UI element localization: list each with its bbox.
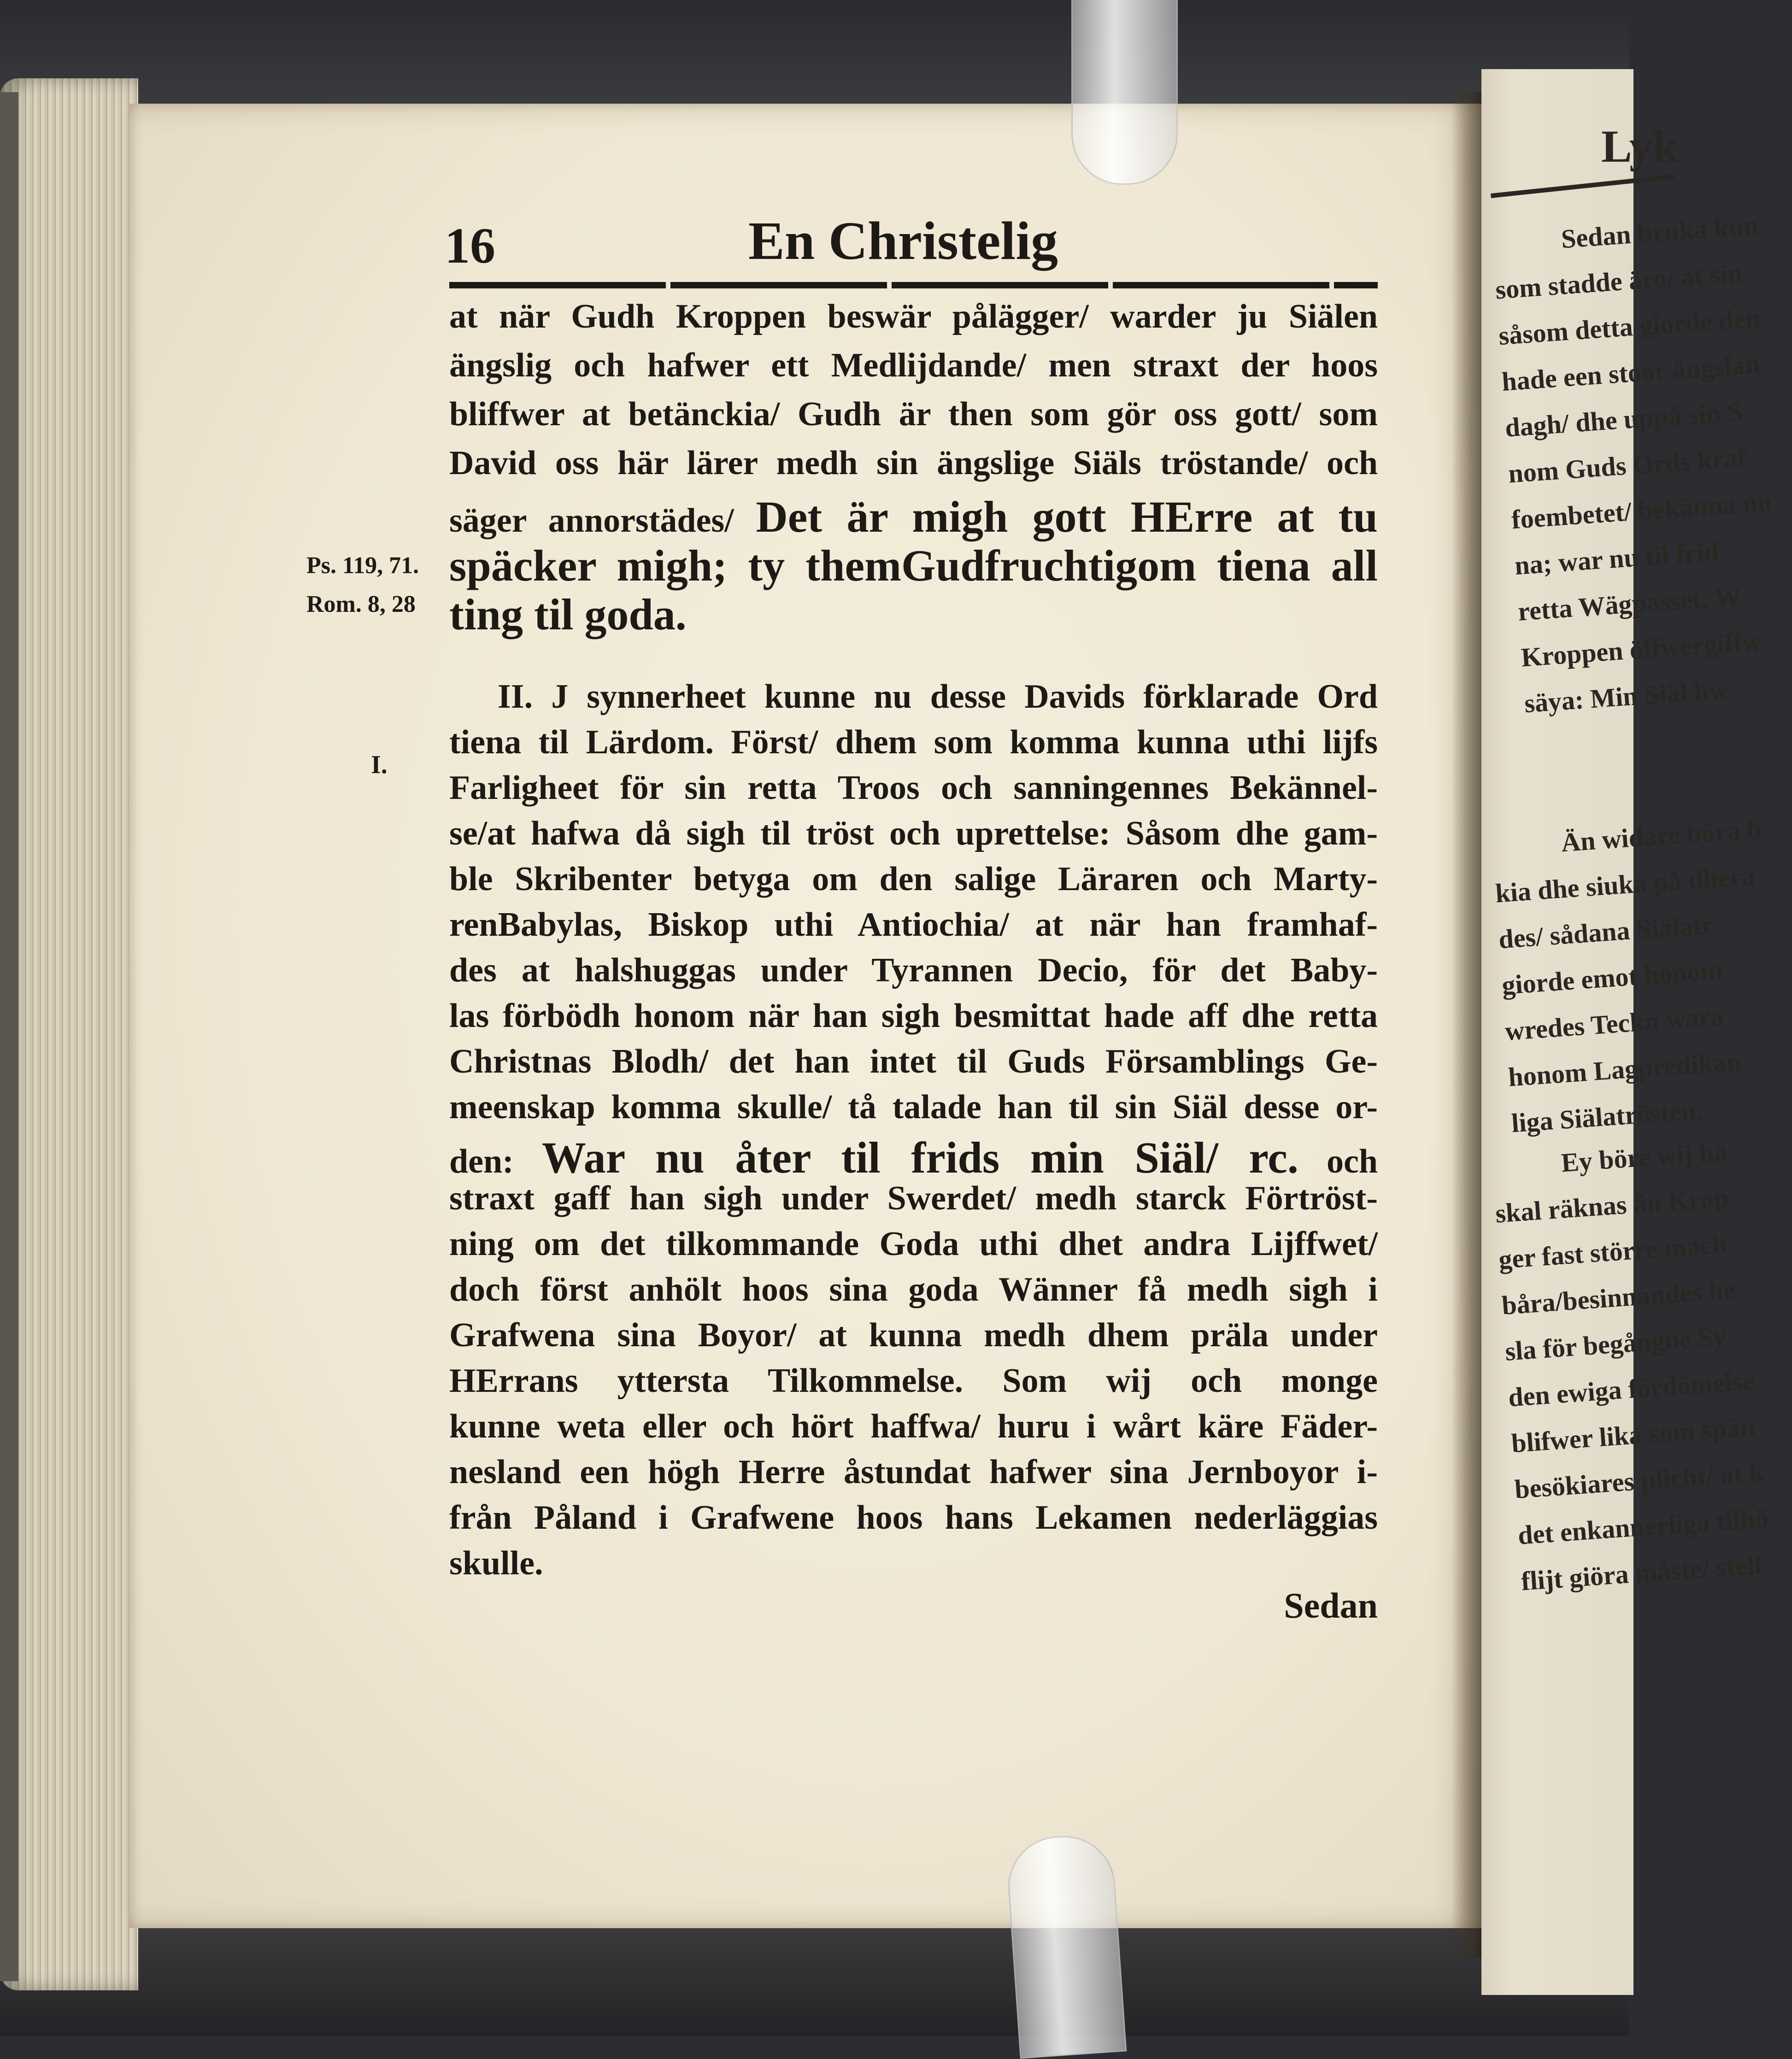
text-segment: des at halshuggas under Tyrannen Decio, för det Baby- bbox=[449, 951, 1378, 989]
facing-text-line: flijt giöra måste/ stell bbox=[1520, 1549, 1763, 1596]
text-line bbox=[449, 1409, 1378, 1443]
text-segment: Farligheet för sin retta Troos och sanningennes Bekännel- bbox=[449, 769, 1378, 807]
text-segment: at när Gudh Kroppen beswär pålägger/ warder ju Siälen bbox=[449, 298, 1378, 335]
facing-text-line: dagh/ dhe uppå sin S bbox=[1504, 396, 1744, 443]
facing-text-block bbox=[1491, 203, 1792, 727]
facing-text-line: nom Guds Ords kraf bbox=[1507, 442, 1747, 489]
catchword: Sedan bbox=[1284, 1585, 1378, 1625]
text-line bbox=[449, 816, 1378, 851]
text-line bbox=[449, 446, 1378, 480]
facing-text-line: na; war nu til frid bbox=[1514, 536, 1720, 581]
facing-page bbox=[1481, 69, 1774, 1995]
text-segment: ängslig och hafwer ett Medlijdande/ men straxt der hoos bbox=[449, 346, 1378, 384]
facing-text-line: hade een stoor ängslan bbox=[1501, 349, 1761, 397]
text-line bbox=[449, 1318, 1378, 1352]
facing-text-line: foembetet/ bekänna nu bbox=[1510, 486, 1774, 535]
facing-text-line: båra/besinnandes he bbox=[1501, 1274, 1737, 1321]
text-segment: Grafwena sina Boyor/ at kunna medh dhem präla under bbox=[449, 1316, 1378, 1354]
text-segment: meenskap komma skulle/ tå talade han til sin Siäl desse or- bbox=[449, 1088, 1378, 1126]
emphasized-quote: späcker migh; ty themGudfruchtigom tiena all bbox=[449, 541, 1378, 590]
facing-text-line: giorde emot honom bbox=[1501, 955, 1724, 1001]
text-segment: nesland een högh Herre åstundat hafwer sina Jernboyor i- bbox=[449, 1453, 1378, 1491]
facing-text-line: Sedan bruka kun bbox=[1560, 210, 1760, 254]
running-title: En Christelig bbox=[748, 211, 1058, 271]
text-line bbox=[498, 680, 1378, 714]
text-line bbox=[449, 541, 1378, 590]
margin-note-romans: Rom. 8, 28 bbox=[306, 591, 416, 617]
facing-text-line: såsom detta giorde den bbox=[1498, 302, 1761, 351]
text-segment: säger annorstädes/ bbox=[449, 502, 756, 540]
plastic-page-clip-top bbox=[1071, 0, 1178, 185]
text-line bbox=[449, 492, 1378, 541]
text-segment: se/at hafwa då sigh til tröst och uprettelse: Såsom dhe gam- bbox=[449, 815, 1378, 852]
text-line bbox=[449, 953, 1378, 987]
facing-text-line: liga Siälatrösten. bbox=[1510, 1095, 1704, 1138]
text-line bbox=[449, 348, 1378, 382]
text-line bbox=[449, 908, 1378, 942]
text-line bbox=[449, 862, 1378, 896]
text-segment: straxt gaff han sigh under Swerdet/ medh starck Förtröst- bbox=[449, 1179, 1378, 1217]
text-segment: tiena til Lärdom. Först/ dhem som komma kunna uthi lijfs bbox=[449, 723, 1378, 761]
text-segment: kunne weta eller och hört haffwa/ huru i wårt käre Fäder- bbox=[449, 1408, 1378, 1445]
facing-text-line: ger fast större mach bbox=[1498, 1228, 1727, 1275]
facing-text-line: Kroppen öffwergiffw bbox=[1520, 626, 1763, 673]
book-page-edges bbox=[0, 78, 138, 1990]
facing-text-block bbox=[1491, 1127, 1773, 1605]
text-line bbox=[449, 1455, 1378, 1489]
text-segment: och bbox=[1298, 1143, 1378, 1180]
facing-text-line: den ewiga fördömelse bbox=[1507, 1365, 1756, 1413]
facing-text-line: besökiares plicht/ at k bbox=[1514, 1457, 1765, 1505]
text-line bbox=[449, 1273, 1378, 1307]
facing-text-line: säya: Min Siäl hw bbox=[1523, 674, 1729, 719]
text-segment: ning om det tilkommande Goda uthi dhet andra Lijffwet/ bbox=[449, 1225, 1378, 1263]
text-line bbox=[449, 299, 1378, 334]
header-rule bbox=[449, 282, 1378, 288]
text-segment: från Påland i Grafwene hoos hans Lekamen nederläggias bbox=[449, 1499, 1378, 1537]
facing-text-line: det enkannerliga tilhö bbox=[1516, 1503, 1769, 1550]
text-line bbox=[449, 1090, 1378, 1124]
facing-text-line: Än widare böra b bbox=[1560, 814, 1763, 858]
facing-text-line: som stadde äro/ at sin bbox=[1494, 258, 1744, 305]
text-line bbox=[449, 725, 1378, 759]
facing-text-line: retta Wägpasset. W bbox=[1516, 581, 1742, 627]
emphasized-quote: Det är migh gott HErre at tu bbox=[756, 492, 1378, 541]
facing-text-block bbox=[1491, 806, 1782, 1146]
facing-text-line: des/ sådana Siälatr bbox=[1498, 909, 1715, 955]
page-number: 16 bbox=[445, 217, 495, 274]
text-line bbox=[449, 1227, 1378, 1261]
text-segment: David oss här lärer medh sin ängslige Siäls tröstande/ och bbox=[449, 444, 1378, 482]
text-line bbox=[449, 1501, 1378, 1535]
text-line bbox=[449, 1546, 1378, 1580]
book-cover-edge bbox=[0, 92, 18, 1981]
text-segment: doch först anhölt hoos sina goda Wänner få medh sigh i bbox=[449, 1271, 1378, 1308]
text-line bbox=[449, 1044, 1378, 1079]
facing-text-line: honom Lagpredikan bbox=[1507, 1046, 1742, 1092]
text-line bbox=[449, 999, 1378, 1033]
text-segment: den: bbox=[449, 1143, 542, 1180]
section-mark: I. bbox=[371, 751, 388, 779]
text-segment: las förbödh honom när han sigh besmittat hade aff dhe retta bbox=[449, 997, 1378, 1035]
background-top bbox=[0, 0, 1629, 106]
margin-note-psalm: Ps. 119, 71. bbox=[306, 552, 419, 579]
text-line bbox=[449, 771, 1378, 805]
facing-text-line: blifwer lika som spän bbox=[1510, 1411, 1756, 1459]
text-segment: renBabylas, Biskop uthi Antiochia/ at när han framhaf- bbox=[449, 906, 1378, 944]
facing-page-rule bbox=[1491, 174, 1674, 198]
text-segment: skulle. bbox=[449, 1544, 543, 1582]
facing-text-line: sla för begångne Sy bbox=[1504, 1321, 1727, 1367]
text-line bbox=[449, 1133, 1378, 1182]
facing-page-header: Lyk bbox=[1601, 121, 1678, 172]
text-segment: HErrans yttersta Tilkommelse. Som wij och monge bbox=[449, 1362, 1378, 1400]
facing-text-line: kia dhe siuka på dhera bbox=[1494, 860, 1756, 909]
emphasized-quote: War nu åter til frids min Siäl/ rc. bbox=[541, 1133, 1298, 1182]
text-line bbox=[449, 397, 1378, 431]
facing-text-line: skal räknas än Krop bbox=[1494, 1182, 1730, 1229]
text-segment: II. J synnerheet kunne nu desse Davids förklarade Ord bbox=[498, 678, 1378, 716]
facing-text-line: Ey böre wij hä bbox=[1560, 1136, 1728, 1178]
text-line bbox=[449, 592, 1378, 637]
text-segment: Christnas Blodh/ det han intet til Guds Församblings Ge- bbox=[449, 1043, 1378, 1080]
text-segment: ble Skribenter betyga om den salige Läraren och Marty- bbox=[449, 860, 1378, 898]
text-segment: bliffwer at betänckia/ Gudh är then som gör oss gott/ som bbox=[449, 395, 1378, 433]
plastic-page-clip-bottom bbox=[1005, 1832, 1127, 2059]
emphasized-quote: ting til goda. bbox=[449, 590, 687, 639]
text-line bbox=[449, 1181, 1378, 1215]
facing-text-line: wredes Teckn wara bbox=[1504, 1001, 1725, 1046]
background-bottom bbox=[0, 1926, 1629, 2036]
text-line bbox=[449, 1364, 1378, 1398]
